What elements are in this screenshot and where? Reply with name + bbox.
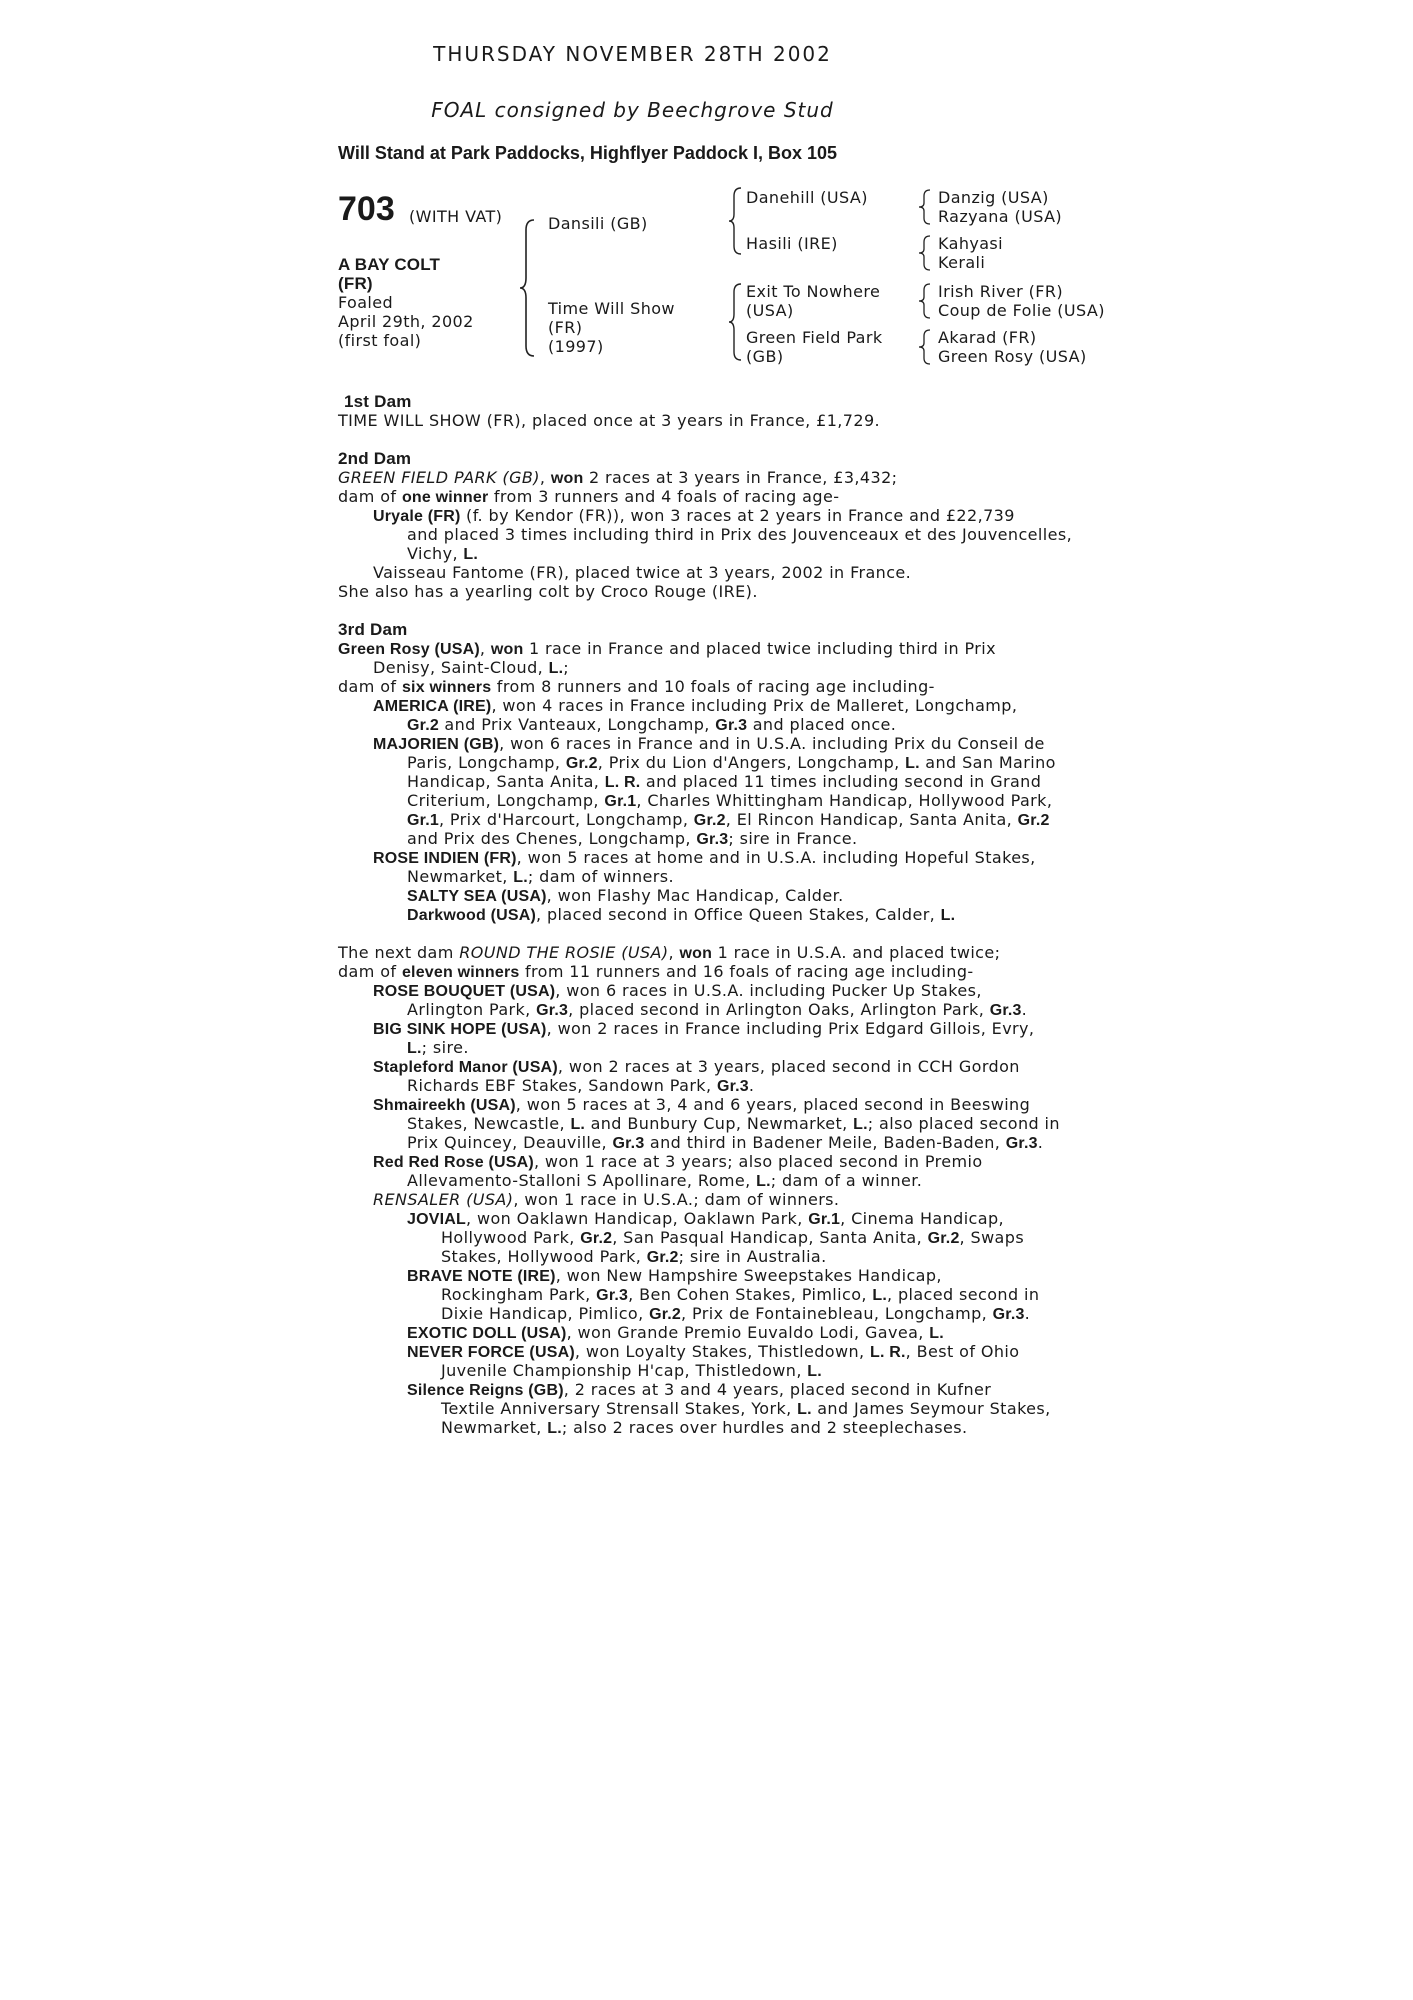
pedigree-brace-exit [918, 282, 932, 320]
majorien-entry-4: Criterium, Longchamp, Gr.1, Charles Whittingham Handicap, Hollywood Park, [407, 791, 1053, 810]
yearling-note: She also has a yearling colt by Croco Rouge (IRE). [338, 582, 758, 601]
foaled-label: Foaled [338, 293, 394, 312]
uryale-entry-2: and placed 3 times including third in Prix des Jouvenceaux et des Jouvencelles, [407, 525, 1073, 544]
location-line: Will Stand at Park Paddocks, Highflyer Paddock I, Box 105 [338, 143, 837, 163]
vaisseau-entry: Vaisseau Fantome (FR), placed twice at 3 years, 2002 in France. [373, 563, 912, 582]
brave-note-entry: BRAVE NOTE (IRE), won New Hampshire Sweepstakes Handicap, [407, 1266, 942, 1285]
next-dam-produce: dam of eleven winners from 11 runners and 16 foals of racing age including- [338, 962, 974, 981]
uryale-entry-3: Vichy, L. [407, 544, 479, 563]
pedigree-g-akarad: Akarad (FR) [938, 328, 1037, 347]
pedigree-dam: Time Will Show [548, 299, 675, 318]
red-red-rose-entry-2: Allevamento-Stalloni S Apollinare, Rome, L.; dam of a winner. [407, 1171, 923, 1190]
second-dam-produce: dam of one winner from 3 runners and 4 foals of racing age- [338, 487, 840, 506]
brave-note-entry-2: Rockingham Park, Gr.3, Ben Cohen Stakes, Pimlico, L., placed second in [441, 1285, 1040, 1304]
foal-note: (first foal) [338, 331, 422, 350]
pedigree-dam-dam: Green Field Park [746, 328, 883, 347]
consignor-line: FOAL consigned by Beechgrove Stud [431, 98, 834, 122]
majorien-entry-2: Paris, Longchamp, Gr.2, Prix du Lion d'Angers, Longchamp, L. and San Marino [407, 753, 1056, 772]
jovial-entry-2: Hollywood Park, Gr.2, San Pasqual Handicap, Santa Anita, Gr.2, Swaps [441, 1228, 1025, 1247]
first-dam-heading: 1st Dam [344, 392, 412, 411]
silence-reigns-entry-3: Newmarket, L.; also 2 races over hurdles and 2 steeplechases. [441, 1418, 968, 1437]
lot-description-country: (FR) [338, 274, 373, 293]
pedigree-dam-dam-country: (GB) [746, 347, 784, 366]
brave-note-entry-3: Dixie Handicap, Pimlico, Gr.2, Prix de Fontainebleau, Longchamp, Gr.3. [441, 1304, 1031, 1323]
pedigree-brace-sire [728, 186, 744, 256]
third-dam-produce: dam of six winners from 8 runners and 10 foals of racing age including- [338, 677, 935, 696]
jovial-entry: JOVIAL, won Oaklawn Handicap, Oaklawn Park, Gr.1, Cinema Handicap, [407, 1209, 1004, 1228]
silence-reigns-entry-2: Textile Anniversary Strensall Stakes, York, L. and James Seymour Stakes, [441, 1399, 1051, 1418]
majorien-entry: MAJORIEN (GB), won 6 races in France and in U.S.A. including Prix du Conseil de [373, 734, 1045, 753]
rose-indien-entry-2: Newmarket, L.; dam of winners. [407, 867, 674, 886]
pedigree-sire-sire: Danehill (USA) [746, 188, 868, 207]
next-dam-line: The next dam ROUND THE ROSIE (USA), won 1 race in U.S.A. and placed twice; [338, 943, 1001, 962]
pedigree-brace-main [518, 218, 538, 358]
pedigree-sire: Dansili (GB) [548, 214, 648, 233]
salty-sea-entry: SALTY SEA (USA), won Flashy Mac Handicap, Calder. [407, 886, 844, 905]
stapleford-entry: Stapleford Manor (USA), won 2 races at 3 years, placed second in CCH Gordon [373, 1057, 1020, 1076]
pedigree-g-razyana: Razyana (USA) [938, 207, 1063, 226]
pedigree-brace-dam [728, 282, 744, 362]
pedigree-brace-greenfield [918, 328, 932, 366]
pedigree-g-kerali: Kerali [938, 253, 986, 272]
vat-note: (WITH VAT) [409, 207, 503, 226]
second-dam-line: GREEN FIELD PARK (GB), won 2 races at 3 years in France, £3,432; [338, 468, 898, 487]
darkwood-entry: Darkwood (USA), placed second in Office Queen Stakes, Calder, L. [407, 905, 956, 924]
rose-bouquet-entry-2: Arlington Park, Gr.3, placed second in Arlington Oaks, Arlington Park, Gr.3. [407, 1000, 1028, 1019]
silence-reigns-entry: Silence Reigns (GB), 2 races at 3 and 4 years, placed second in Kufner [407, 1380, 992, 1399]
big-sink-hope-entry-2: L.; sire. [407, 1038, 469, 1057]
majorien-entry-3: Handicap, Santa Anita, L. R. and placed 11 times including second in Grand [407, 772, 1042, 791]
pedigree-dam-sire: Exit To Nowhere [746, 282, 881, 301]
exotic-doll-entry: EXOTIC DOLL (USA), won Grande Premio Euvaldo Lodi, Gavea, L. [407, 1323, 944, 1342]
shmaireekh-entry-2: Stakes, Newcastle, L. and Bunbury Cup, Newmarket, L.; also placed second in [407, 1114, 1060, 1133]
jovial-entry-3: Stakes, Hollywood Park, Gr.2; sire in Australia. [441, 1247, 827, 1266]
never-force-entry-2: Juvenile Championship H'cap, Thistledown, L. [441, 1361, 822, 1380]
green-rosy-entry-2: Denisy, Saint-Cloud, L.; [373, 658, 570, 677]
first-dam-text: TIME WILL SHOW (FR), placed once at 3 years in France, £1,729. [338, 411, 881, 430]
uryale-entry: Uryale (FR) (f. by Kendor (FR)), won 3 races at 2 years in France and £22,739 [373, 506, 1015, 525]
sale-date: THURSDAY NOVEMBER 28TH 2002 [433, 42, 832, 66]
big-sink-hope-entry: BIG SINK HOPE (USA), won 2 races in France including Prix Edgard Gillois, Evry, [373, 1019, 1035, 1038]
majorien-entry-5: Gr.1, Prix d'Harcourt, Longchamp, Gr.2, El Rincon Handicap, Santa Anita, Gr.2 [407, 810, 1050, 829]
pedigree-g-green-rosy: Green Rosy (USA) [938, 347, 1087, 366]
pedigree-dam-sire-country: (USA) [746, 301, 794, 320]
pedigree-g-irish-river: Irish River (FR) [938, 282, 1064, 301]
rensaler-entry: RENSALER (USA), won 1 race in U.S.A.; dam of winners. [373, 1190, 840, 1209]
stapleford-entry-2: Richards EBF Stakes, Sandown Park, Gr.3. [407, 1076, 755, 1095]
shmaireekh-entry-3: Prix Quincey, Deauville, Gr.3 and third in Badener Meile, Baden-Baden, Gr.3. [407, 1133, 1044, 1152]
third-dam-heading: 3rd Dam [338, 620, 408, 639]
pedigree-dam-year: (1997) [548, 337, 604, 356]
never-force-entry: NEVER FORCE (USA), won Loyalty Stakes, Thistledown, L. R., Best of Ohio [407, 1342, 1020, 1361]
majorien-entry-6: and Prix des Chenes, Longchamp, Gr.3; sire in France. [407, 829, 858, 848]
pedigree-g-coup-de-folie: Coup de Folie (USA) [938, 301, 1105, 320]
red-red-rose-entry: Red Red Rose (USA), won 1 race at 3 years; also placed second in Premio [373, 1152, 983, 1171]
pedigree-brace-danehill [918, 188, 932, 226]
america-entry-2: Gr.2 and Prix Vanteaux, Longchamp, Gr.3 and placed once. [407, 715, 897, 734]
green-rosy-entry: Green Rosy (USA), won 1 race in France and placed twice including third in Prix [338, 639, 996, 658]
lot-description: A BAY COLT [338, 255, 441, 274]
rose-bouquet-entry: ROSE BOUQUET (USA), won 6 races in U.S.A. including Pucker Up Stakes, [373, 981, 982, 1000]
foaled-date: April 29th, 2002 [338, 312, 474, 331]
second-dam-heading: 2nd Dam [338, 449, 412, 468]
pedigree-dam-country: (FR) [548, 318, 583, 337]
shmaireekh-entry: Shmaireekh (USA), won 5 races at 3, 4 and 6 years, placed second in Beeswing [373, 1095, 1031, 1114]
pedigree-brace-hasili [918, 234, 932, 272]
lot-number: 703 [338, 190, 395, 228]
america-entry: AMERICA (IRE), won 4 races in France including Prix de Malleret, Longchamp, [373, 696, 1018, 715]
pedigree-g-danzig: Danzig (USA) [938, 188, 1049, 207]
pedigree-sire-dam: Hasili (IRE) [746, 234, 838, 253]
rose-indien-entry: ROSE INDIEN (FR), won 5 races at home and in U.S.A. including Hopeful Stakes, [373, 848, 1036, 867]
pedigree-g-kahyasi: Kahyasi [938, 234, 1004, 253]
